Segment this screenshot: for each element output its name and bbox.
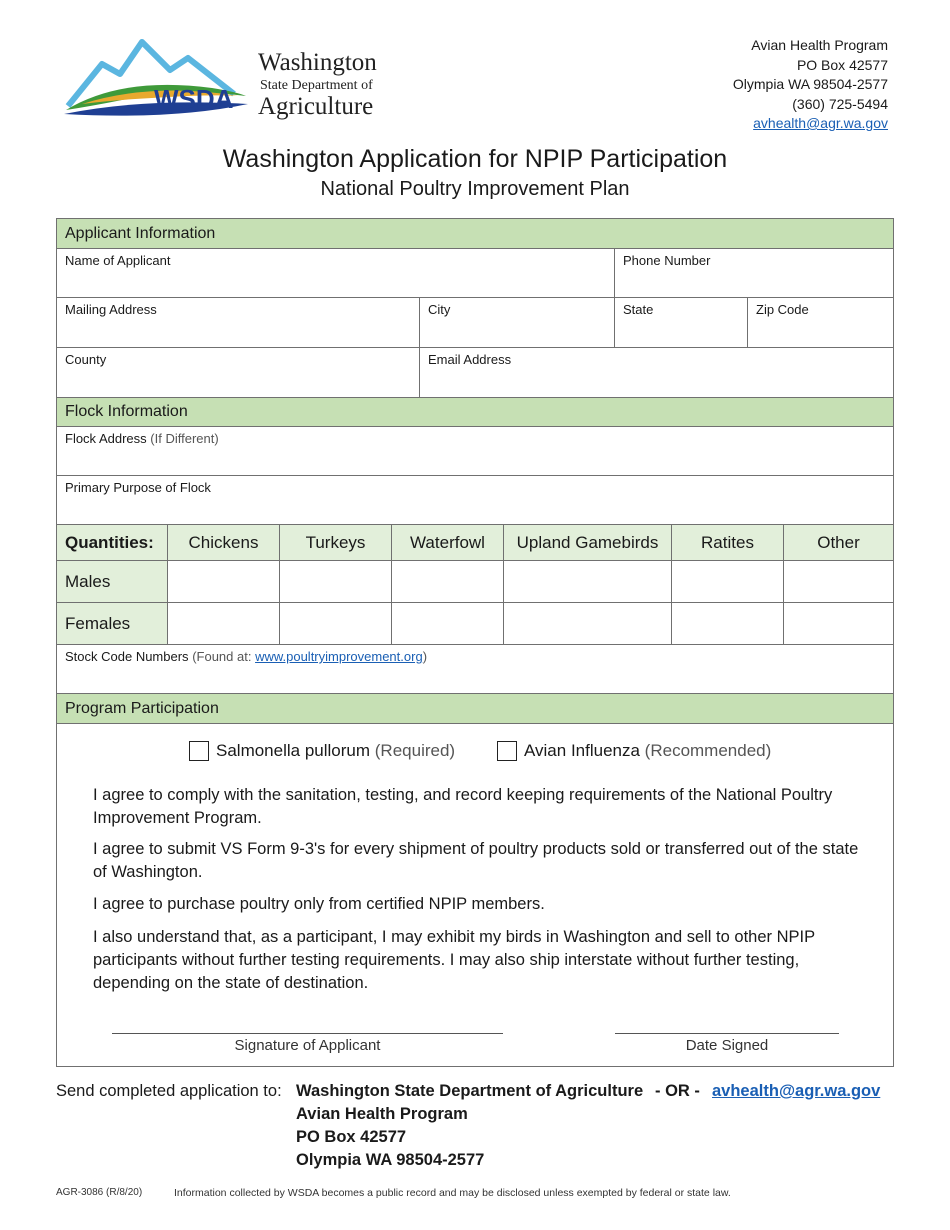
page-title: Washington Application for NPIP Participation xyxy=(222,145,728,173)
males-chickens-input[interactable] xyxy=(168,561,280,602)
send-label: Send completed application to: xyxy=(56,1082,282,1100)
avian-influenza-label: Avian Influenza xyxy=(524,741,640,760)
agreement-1: I agree to comply with the sanitation, testing, and record keeping requirements of the National Poultry Improvement Program. xyxy=(93,786,833,827)
salmonella-pullorum-note: (Required) xyxy=(374,741,456,760)
email-address-field[interactable] xyxy=(420,348,893,397)
flock-address-note: (If Different) xyxy=(150,431,219,446)
stock-code-label: Stock Code Numbers xyxy=(65,649,189,664)
primary-purpose-row xyxy=(57,476,893,525)
males-turkeys-input[interactable] xyxy=(280,561,392,602)
applicant-info-header-text: Applicant Information xyxy=(65,224,216,242)
contact-phone: (360) 725-5494 xyxy=(792,95,888,112)
logo-line2: State Department of xyxy=(260,78,373,93)
city-label: City xyxy=(428,302,451,317)
name-of-applicant-label: Name of Applicant xyxy=(65,253,171,268)
flock-info-header-text: Flock Information xyxy=(65,403,188,420)
mailing-address-label: Mailing Address xyxy=(65,302,157,317)
females-other-input[interactable] xyxy=(784,603,893,644)
wsda-logo-graphic xyxy=(62,36,382,122)
send-org: Washington State Department of Agriculture xyxy=(296,1082,644,1100)
signature-label: Signature of Applicant xyxy=(234,1037,381,1054)
column-upland-gamebirds: Upland Gamebirds xyxy=(504,525,672,560)
state-label: State xyxy=(623,302,654,317)
wsda-logo xyxy=(62,36,382,122)
public-record-notice: Information collected by WSDA becomes a public record and may be disclosed unless exempted by federal or state law. xyxy=(174,1187,731,1199)
primary-purpose-field[interactable] xyxy=(57,476,893,524)
contact-program: Avian Health Program xyxy=(751,37,888,53)
form-id: AGR-3086 (R/8/20) xyxy=(56,1187,143,1198)
avian-influenza-note: (Recommended) xyxy=(644,741,772,760)
males-other-input[interactable] xyxy=(784,561,893,602)
males-row xyxy=(57,561,893,603)
zip-code-field[interactable] xyxy=(748,298,893,347)
applicant-row-2 xyxy=(57,298,893,348)
females-upland-gamebirds-input[interactable] xyxy=(504,603,672,644)
males-upland-gamebirds-input[interactable] xyxy=(504,561,672,602)
checkbox-square-icon xyxy=(189,741,209,761)
quantities-label: Quantities: xyxy=(57,525,168,560)
females-chickens-input[interactable] xyxy=(168,603,280,644)
flock-address-label: Flock Address xyxy=(65,431,147,446)
primary-purpose-label: Primary Purpose of Flock xyxy=(65,480,211,495)
applicant-row-3 xyxy=(57,348,893,398)
salmonella-pullorum-label: Salmonella pullorum xyxy=(216,741,371,760)
contact-city: Olympia WA 98504-2577 xyxy=(732,76,888,92)
agreement-2: I agree to submit VS Form 9-3's for every shipment of poultry products sold or transferred out of the state of Washington. xyxy=(93,840,859,881)
males-waterfowl-input[interactable] xyxy=(392,561,504,602)
column-turkeys: Turkeys xyxy=(280,525,392,560)
quantities-header-row xyxy=(57,525,893,561)
avian-influenza-checkbox[interactable] xyxy=(497,741,771,761)
date-signed-label: Date Signed xyxy=(685,1037,769,1054)
column-waterfowl: Waterfowl xyxy=(392,525,504,560)
name-of-applicant-field[interactable] xyxy=(57,249,615,297)
logo-wsda-text: WSDA xyxy=(154,84,234,114)
column-other: Other xyxy=(784,525,893,560)
males-ratites-input[interactable] xyxy=(672,561,784,602)
checkbox-square-icon xyxy=(497,741,517,761)
stock-code-field[interactable] xyxy=(57,645,893,693)
flock-info-header xyxy=(57,398,893,427)
logo-line1: Washington xyxy=(258,49,377,76)
program-participation-header xyxy=(57,694,893,724)
applicant-info-header xyxy=(57,219,893,249)
applicant-row-1 xyxy=(57,249,893,298)
county-label: County xyxy=(65,352,107,367)
date-signed-line[interactable] xyxy=(615,1033,839,1034)
signature-line[interactable] xyxy=(112,1033,503,1034)
email-address-label: Email Address xyxy=(428,352,512,367)
females-waterfowl-input[interactable] xyxy=(392,603,504,644)
salmonella-pullorum-checkbox[interactable] xyxy=(189,741,455,761)
send-program: Avian Health Program xyxy=(296,1105,468,1123)
phone-number-label: Phone Number xyxy=(623,253,711,268)
send-po-box: PO Box 42577 xyxy=(296,1128,407,1146)
phone-number-field[interactable] xyxy=(615,249,893,297)
city-field[interactable] xyxy=(420,298,615,347)
program-participation-header-text: Program Participation xyxy=(65,699,219,717)
column-chickens: Chickens xyxy=(168,525,280,560)
stock-code-note-suffix: ) xyxy=(422,649,428,664)
females-ratites-input[interactable] xyxy=(672,603,784,644)
females-turkeys-input[interactable] xyxy=(280,603,392,644)
stock-code-row xyxy=(57,645,893,694)
page-subtitle: National Poultry Improvement Plan xyxy=(320,178,630,200)
flock-address-field[interactable] xyxy=(57,427,893,475)
send-city: Olympia WA 98504-2577 xyxy=(296,1151,485,1169)
males-label: Males xyxy=(57,561,168,602)
send-email-link[interactable]: avhealth@agr.wa.gov xyxy=(712,1082,881,1100)
zip-code-label: Zip Code xyxy=(756,302,809,317)
column-ratites: Ratites xyxy=(672,525,784,560)
stock-code-note-prefix: (Found at: xyxy=(192,649,256,664)
state-field[interactable] xyxy=(615,298,748,347)
females-row xyxy=(57,603,893,645)
flock-address-row xyxy=(57,427,893,476)
mailing-address-field[interactable] xyxy=(57,298,420,347)
send-or: - OR - xyxy=(655,1082,700,1100)
county-field[interactable] xyxy=(57,348,420,397)
program-checkboxes xyxy=(57,739,893,767)
contact-email-link[interactable]: avhealth@agr.wa.gov xyxy=(753,115,888,131)
agreement-3: I agree to purchase poultry only from certified NPIP members. xyxy=(93,895,545,913)
agreement-4: I also understand that, as a participant, I may exhibit my birds in Washington and sell to other NPIP participants without further testing requirements. I may also ship interstate without further testing, depending on the state of destination. xyxy=(93,928,815,992)
logo-line3: Agriculture xyxy=(258,93,374,120)
females-label: Females xyxy=(57,603,168,644)
poultry-improvement-link[interactable]: www.poultryimprovement.org xyxy=(255,649,423,664)
contact-block xyxy=(733,36,888,134)
contact-po-box: PO Box 42577 xyxy=(796,56,888,73)
application-form xyxy=(56,218,894,1067)
